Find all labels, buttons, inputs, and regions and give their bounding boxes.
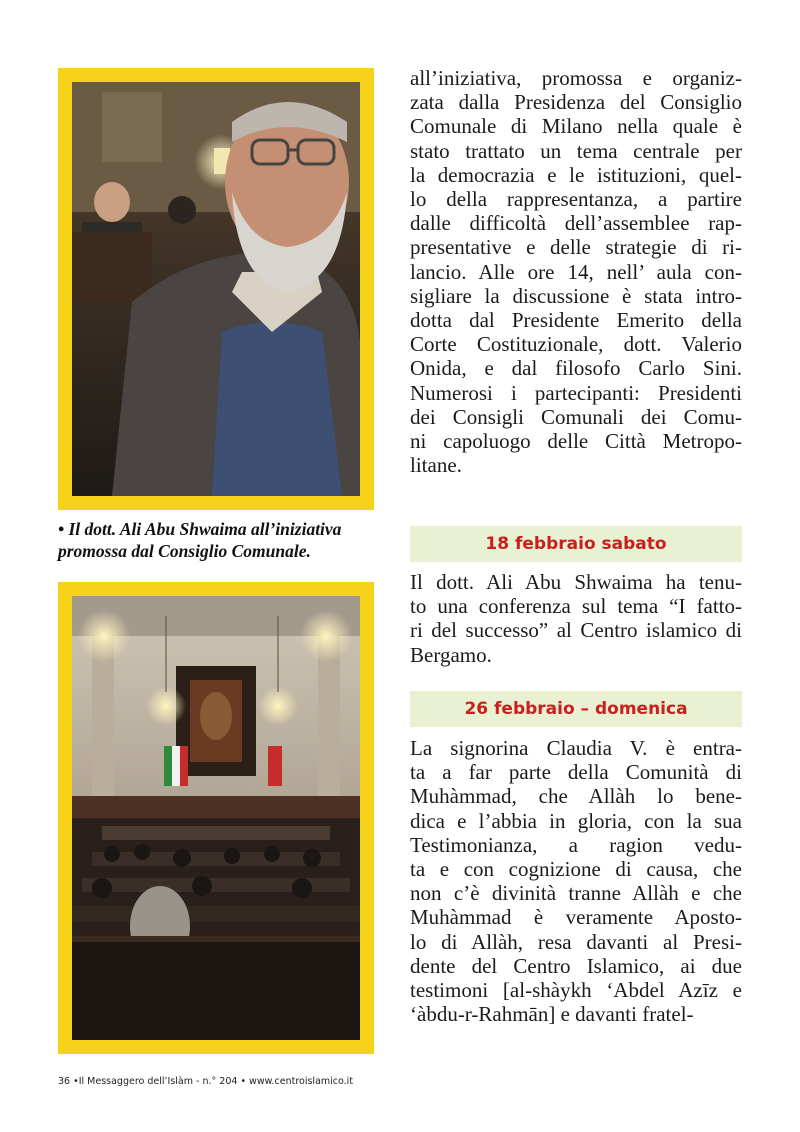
text-line: presentative e delle strategie di ri- [410,235,742,260]
text-line: dotta dal Presidente Emerito della [410,308,742,333]
text-line: zata dalla Presidenza del Consiglio [410,90,742,115]
photo-frame-portrait [58,68,374,510]
text-line: non c’è divinità tranne Allàh e che [410,881,742,906]
text-line: ta e con cognizione di causa, che [410,857,742,882]
photo-caption: • Il dott. Ali Abu Shwaima all’iniziativa promossa dal Consiglio Comunale. [58,519,342,561]
text-line: ni capoluogo delle Città Metropo- [410,429,742,454]
text-line: lancio. Alle ore 14, nell’ aula con- [410,259,742,284]
text-line: Testimonianza, a ragion vedu- [410,832,742,857]
text-line: dica e l’abbia in gloria, con la sua [410,808,742,833]
text-line: lo di Allàh, resa davanti al Presi- [410,929,742,954]
text-line: stato trattato un tema centrale per [410,138,742,163]
text-line: Muhàmmad, che Allàh lo bene- [410,784,742,809]
article-text-part1 [410,66,742,477]
date-banner-26-febbraio: 26 febbraio – domenica [410,691,742,727]
text-line: sigliare la discussione è stata intro- [410,283,742,308]
text-line: all’iniziativa, promossa e organiz- [410,66,742,90]
text-line: Onida, e dal filosofo Carlo Sini. [410,356,742,381]
portrait-photo [72,82,360,496]
text-line: lo della rappresentanza, a partire [410,187,742,212]
text-line: Bergamo. [410,642,492,667]
text-line: testimoni [al-shàykh ‘Abdel Azīz e [410,978,742,1003]
council-chamber-photo [72,596,360,1040]
page-footer: 36 •Il Messaggero dell’Islàm - n.° 204 • www.centroislamico.it [58,1076,354,1087]
date-banner-18-febbraio: 18 febbraio sabato [410,526,742,562]
text-line: Muhàmmad è veramente Aposto- [410,905,742,930]
text-line: Il dott. Ali Abu Shwaima ha tenu- [410,570,742,594]
text-line: litane. [410,453,462,478]
text-line: la democrazia e le istituzioni, quel- [410,162,742,187]
text-line: dei Consigli Comunali dei Comu- [410,404,742,429]
section2-text [410,736,742,1026]
photo-frame-chamber [58,582,374,1054]
text-line: ri del successo” al Centro islamico di [410,618,742,643]
text-line: Corte Costituzionale, dott. Valerio [410,332,742,357]
text-line: Numerosi i partecipanti: Presidenti [410,380,742,405]
text-line: to una conferenza sul tema “I fatto- [410,594,742,619]
section1-text [410,570,742,667]
text-line: ta a far parte della Comunità di [410,760,742,785]
text-line: dente del Centro Islamico, ai due [410,953,742,978]
text-line: ‘àbdu-r-Rahmān] e davanti fratel- [410,1002,694,1027]
text-line: dalle difficoltà dell’assemblee rap- [410,211,742,236]
text-line: Comunale di Milano nella quale è [410,114,742,139]
text-line: La signorina Claudia V. è entra- [410,736,742,760]
